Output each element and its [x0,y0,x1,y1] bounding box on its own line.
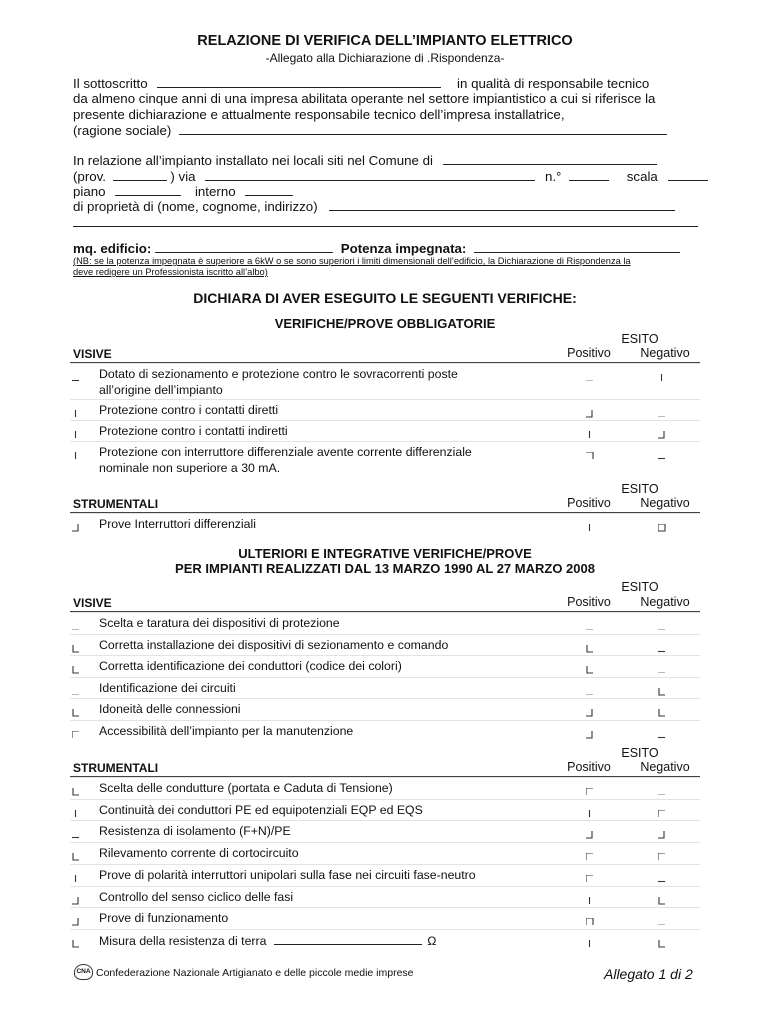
verification-item: Scelta e taratura dei dispositivi di protezione [99,616,340,630]
strumentali-label: STRUMENTALI [73,761,159,775]
negativo-checkbox[interactable] [658,913,665,920]
cna-logo-icon [74,964,93,980]
row-divider [70,929,700,930]
row-divider [70,698,700,699]
ulteriori-heading-2: PER IMPIANTI REALIZZATI DAL 13 MARZO 1990 AL 27 MARZO 2008 [175,561,595,576]
positivo-checkbox[interactable] [586,640,593,647]
row-divider [70,420,700,421]
footer-organization: Confederazione Nazionale Artigianato e delle piccole medie imprese [96,967,414,979]
intro-line-2: da almeno cinque anni di una impresa abilitata operante nel settore impiantistico a cui si riferisce la [73,91,656,106]
proprieta-label: di proprietà di (nome, cognome, indirizzo) [73,199,318,214]
via-field[interactable] [205,168,535,181]
item-checkbox[interactable] [72,848,79,855]
ohm-symbol: Ω [427,934,437,948]
positivo-checkbox[interactable] [586,661,593,668]
page-indicator: Allegato 1 di 2 [604,966,693,982]
comune-field[interactable] [443,152,657,165]
item-checkbox[interactable] [72,640,79,647]
piano-label: piano [73,184,106,199]
scala-label: scala [626,169,658,184]
positivo-checkbox[interactable] [586,618,593,625]
negativo-checkbox[interactable] [658,892,665,899]
positivo-checkbox[interactable] [586,870,593,877]
negativo-checkbox[interactable] [658,369,665,376]
negativo-label: Negativo [640,595,690,609]
qualita-label: in qualità di responsabile tecnico [457,76,650,91]
ragione-label: (ragione sociale) [73,123,172,138]
positivo-checkbox[interactable] [586,405,593,412]
positivo-checkbox[interactable] [586,369,593,376]
proprieta-line [73,198,675,214]
verification-item: Corretta identificazione dei conduttori (codice dei colori) [99,659,402,673]
negativo-checkbox[interactable] [658,447,665,454]
visive-label: VISIVE [73,596,112,610]
intro-line-1 [73,75,649,91]
negativo-checkbox[interactable] [658,661,665,668]
esito-label: ESITO [621,482,659,496]
negativo-checkbox[interactable] [658,405,665,412]
dichiara-heading: DICHIARA DI AVER ESEGUITO LE SEGUENTI VERIFICHE: [193,290,577,306]
verification-item: Prove di funzionamento [99,911,229,926]
esito-label: ESITO [621,580,659,594]
verification-item [99,402,278,418]
positivo-checkbox[interactable] [586,519,593,526]
negativo-checkbox[interactable] [658,870,665,877]
visive-label: VISIVE [73,347,112,361]
item-checkbox[interactable] [72,405,79,412]
proprieta-field-continued[interactable] [73,226,698,227]
item-checkbox[interactable] [72,661,79,668]
item-checkbox[interactable] [72,805,79,812]
verification-item: Scelta delle condutture (portata e Caduta di Tensione) [99,781,393,795]
piano-line [73,183,293,199]
verification-item: Corretta installazione dei dispositivi di sezionamento e comando [99,637,449,652]
esito-label: ESITO [621,746,659,760]
positivo-label: Positivo [567,496,611,510]
negativo-checkbox[interactable] [658,848,665,855]
negativo-checkbox[interactable] [658,519,665,526]
row-divider [70,886,700,887]
row-divider [70,842,700,843]
potenza-label: Potenza impegnata: [340,241,467,256]
misura-text: Misura della resistenza di terra [99,934,267,948]
item-checkbox[interactable] [72,935,79,942]
misura-terra-label [99,933,437,949]
nb-note-2: deve redigere un Professionista iscritto all’albo) [73,267,268,277]
nb-note-1: (NB: se la potenza impegnata è superiore a 6kW o se sono superiori i limiti dimensionali dell’edificio, la Dichiarazione di Rispondenza la [73,256,631,266]
row-divider [70,907,700,908]
row-divider [70,820,700,821]
positivo-checkbox[interactable] [586,826,593,833]
comune-line [73,152,657,168]
positivo-checkbox[interactable] [586,447,593,454]
scala-field[interactable] [668,168,708,181]
verification-item: Accessibilità dell’impianto per la manutenzione [99,723,354,738]
verification-item-text: Dotato di sezionamento e protezione contro le sovracorrenti poste [99,367,458,381]
row-divider [70,720,700,721]
verification-item-text-2: all’origine dell’impianto [99,383,223,397]
document-subtitle: -Allegato alla Dichiarazione di .Rispondenza- [265,51,505,65]
item-checkbox[interactable] [72,618,79,625]
negativo-checkbox[interactable] [658,726,665,733]
row-divider [70,363,700,364]
negativo-label: Negativo [640,346,690,360]
item-checkbox[interactable] [72,519,79,526]
intro-line-4 [73,122,667,138]
negativo-label: Negativo [640,760,690,774]
positivo-label: Positivo [567,595,611,609]
item-checkbox[interactable] [72,870,79,877]
item-checkbox[interactable] [72,426,79,433]
row-divider [70,513,700,514]
positivo-label: Positivo [567,760,611,774]
row-divider [70,441,700,442]
negativo-checkbox[interactable] [658,683,665,690]
row-divider [70,655,700,656]
positivo-checkbox[interactable] [586,935,593,942]
verification-item-text: Protezione contro i contatti indiretti [99,424,288,438]
verification-item: Idoneità delle connessioni [99,702,241,716]
negativo-checkbox[interactable] [658,826,665,833]
verification-item [99,366,458,398]
negativo-checkbox[interactable] [658,935,665,942]
row-divider [70,612,700,613]
verification-item [99,444,472,476]
verification-item: Prove di polarità interruttori unipolari sulla fase nei circuiti fase-neutro [99,867,476,882]
positivo-checkbox[interactable] [586,683,593,690]
strumentali-label: STRUMENTALI [73,497,159,511]
negativo-checkbox[interactable] [658,805,665,812]
verification-item: Resistenza di isolamento (F+N)/PE [99,824,291,839]
intro-line-3: presente dichiarazione e attualmente responsabile tecnico dell’impresa installatrice, [73,107,565,122]
negativo-checkbox[interactable] [658,618,665,625]
item-checkbox[interactable] [72,369,79,376]
positivo-label: Positivo [567,346,611,360]
negativo-checkbox[interactable] [658,783,665,790]
verification-item-text: Protezione con interruttore differenziale avente corrente differenziale [99,445,472,459]
verification-item-text-2: nominale non superiore a 30 mA. [99,461,281,475]
verification-item [99,516,256,532]
item-checkbox[interactable] [72,683,79,690]
obbligatorie-heading: VERIFICHE/PROVE OBBLIGATORIE [274,316,496,331]
item-checkbox[interactable] [72,726,79,733]
cna-logo-text: CNA [76,968,91,975]
negativo-checkbox[interactable] [658,704,665,711]
prov-label: (prov. [73,169,107,184]
misura-field[interactable] [274,934,422,945]
negativo-checkbox[interactable] [658,640,665,647]
verification-item: Rilevamento corrente di cortocircuito [99,846,299,861]
sottoscritto-field[interactable] [157,75,441,88]
positivo-checkbox[interactable] [586,726,593,733]
mq-field[interactable] [155,240,333,253]
item-checkbox[interactable] [72,783,79,790]
positivo-checkbox[interactable] [586,805,593,812]
item-checkbox[interactable] [72,447,79,454]
via-line [73,168,708,184]
proprieta-field[interactable] [329,198,675,211]
sottoscritto-label: Il sottoscritto [73,76,148,91]
edificio-line [73,240,680,256]
verification-item: Controllo del senso ciclico delle fasi [99,889,294,904]
positivo-checkbox[interactable] [586,783,593,790]
negativo-checkbox[interactable] [658,426,665,433]
item-checkbox[interactable] [72,892,79,899]
row-divider [70,799,700,800]
numero-label: n.° [544,169,562,184]
piano-field[interactable] [115,183,181,196]
interno-label: interno [194,184,236,199]
via-label: ) via [170,169,196,184]
verification-item-text: Protezione contro i contatti diretti [99,403,279,417]
numero-field[interactable] [569,168,609,181]
item-checkbox[interactable] [72,913,79,920]
positivo-checkbox[interactable] [586,426,593,433]
positivo-checkbox[interactable] [586,892,593,899]
row-divider [70,677,700,678]
negativo-label: Negativo [640,496,690,510]
esito-label: ESITO [621,332,659,346]
item-checkbox[interactable] [72,826,79,833]
verification-item-text: Prove Interruttori differenziali [99,517,256,531]
verification-item [99,423,288,439]
interno-field[interactable] [245,183,293,196]
row-divider [70,864,700,865]
positivo-checkbox[interactable] [586,704,593,711]
ulteriori-heading-1: ULTERIORI E INTEGRATIVE VERIFICHE/PROVE [238,546,532,561]
verification-item: Identificazione dei circuiti [99,680,236,695]
verification-item: Continuità dei conduttori PE ed equipotenziali EQP ed EQS [99,802,423,817]
potenza-field[interactable] [474,240,680,253]
mq-label: mq. edificio: [73,241,152,256]
document-title: RELAZIONE DI VERIFICA DELL’IMPIANTO ELETTRICO [197,33,573,49]
row-divider [70,634,700,635]
row-divider [70,399,700,400]
positivo-checkbox[interactable] [586,848,593,855]
item-checkbox[interactable] [72,704,79,711]
positivo-checkbox[interactable] [586,913,593,920]
ragione-field[interactable] [179,122,667,135]
prov-field[interactable] [113,168,167,181]
comune-label: In relazione all’impianto installato nei locali siti nel Comune di [73,153,433,168]
row-divider [70,777,700,778]
